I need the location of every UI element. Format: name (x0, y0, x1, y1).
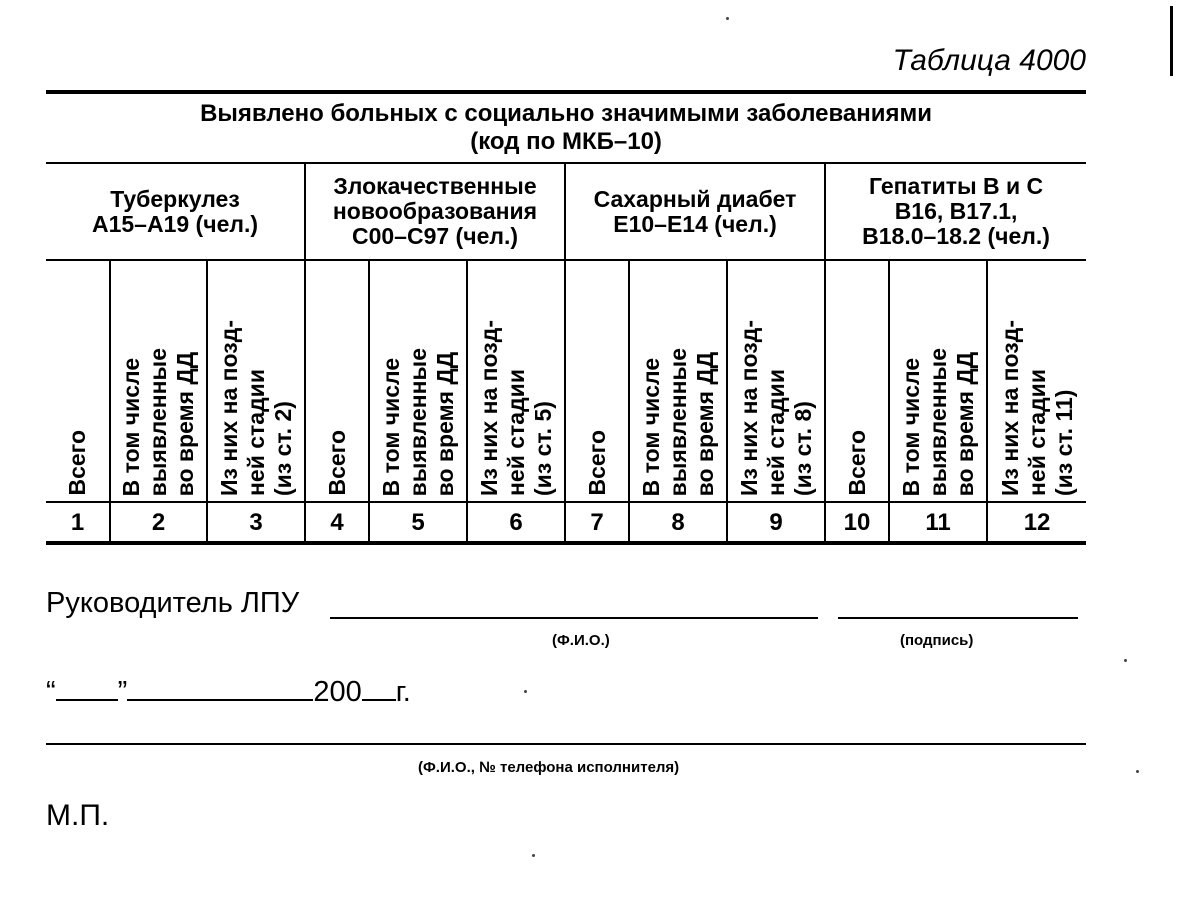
group-neoplasms (305, 163, 565, 260)
signature-caption: (подпись) (900, 632, 974, 649)
year-blank[interactable] (362, 677, 396, 701)
head-label: Руководитель ЛПУ (46, 587, 300, 619)
disease-report-table (46, 90, 1086, 545)
scan-speck (1124, 659, 1127, 662)
fio-caption: (Ф.И.О.) (552, 632, 610, 649)
column-number: 1 (46, 502, 110, 543)
date-suffix: г. (395, 676, 411, 708)
stamp-mark: М.П. (46, 799, 110, 832)
subcolumn-label: Всего (843, 430, 870, 496)
page-edge-mark (1170, 6, 1173, 76)
day-blank[interactable] (56, 677, 118, 701)
subcolumn-header (110, 260, 207, 502)
subcolumn-label: Всего (583, 430, 610, 496)
subcolumn-header (467, 260, 565, 502)
group-line: А15–А19 (чел.) (91, 210, 259, 237)
date-open-quote: “ (46, 676, 56, 708)
group-line: В16, В17.1, (894, 198, 1018, 224)
subcolumn-label: Из них на позд- ней стадии (из ст. 2) (215, 320, 296, 496)
column-number: 11 (889, 502, 987, 543)
group-line: Гепатиты В и С (868, 173, 1044, 199)
subcolumn-header (369, 260, 467, 502)
subcolumn-header (987, 260, 1086, 502)
date-row (46, 676, 411, 709)
subcolumn-label: Из них на позд- ней стадии (из ст. 5) (475, 320, 556, 496)
signature-blank[interactable] (838, 617, 1078, 619)
group-line: В18.0–18.2 (чел.) (862, 223, 1050, 249)
subcolumn-label: В том числе выявленные во время ДД (897, 347, 978, 496)
subcolumn-header (46, 260, 110, 502)
column-number: 8 (629, 502, 727, 543)
subcolumn-label: Из них на позд- ней стадии (из ст. 11) (996, 320, 1077, 496)
executor-caption: (Ф.И.О., № телефона исполнителя) (418, 759, 680, 776)
column-number: 3 (207, 502, 305, 543)
group-hepatitis (825, 163, 1086, 260)
group-line: новообразования (332, 198, 538, 224)
subcolumn-label: В том числе выявленные во время ДД (377, 347, 458, 496)
subcolumn-label: Всего (64, 430, 90, 496)
group-diabetes (565, 163, 825, 260)
column-number: 2 (110, 502, 207, 543)
group-line: С00–С97 (чел.) (351, 223, 519, 249)
table-title (46, 92, 1086, 163)
subcolumn-header (305, 260, 369, 502)
column-number: 10 (825, 502, 889, 543)
column-number: 5 (369, 502, 467, 543)
subcolumn-label: В том числе выявленные во время ДД (118, 347, 198, 496)
date-year: 200 (313, 676, 362, 708)
table-title-line1: Выявлено больных с социально значимыми заболеваниями (200, 100, 933, 127)
group-line: Е10–Е14 (чел.) (613, 210, 777, 237)
subcolumn-label: Из них на позд- ней стадии (из ст. 8) (735, 320, 816, 496)
scan-speck (532, 854, 535, 857)
column-number: 6 (467, 502, 565, 543)
group-line: Сахарный диабет (593, 185, 797, 212)
subcolumn-label: В том числе выявленные во время ДД (637, 347, 718, 496)
scan-speck (726, 17, 729, 20)
table-label: Таблица 4000 (892, 44, 1086, 77)
subcolumn-header (727, 260, 825, 502)
column-number: 4 (305, 502, 369, 543)
subcolumn-header (825, 260, 889, 502)
subcolumn-header (889, 260, 987, 502)
month-blank[interactable] (127, 677, 313, 701)
scan-speck (1136, 770, 1139, 773)
subcolumn-label: Всего (323, 430, 350, 496)
column-number: 12 (987, 502, 1086, 543)
group-line: Злокачественные (333, 173, 537, 199)
group-tuberculosis (46, 163, 305, 260)
column-number: 9 (727, 502, 825, 543)
table-title-line2: (код по МКБ–10) (470, 128, 662, 155)
date-close-quote: ” (117, 676, 128, 708)
fio-blank[interactable] (330, 617, 818, 619)
group-line: Туберкулез (110, 185, 240, 212)
column-number: 7 (565, 502, 629, 543)
subcolumn-header (565, 260, 629, 502)
subcolumn-header (629, 260, 727, 502)
executor-blank[interactable] (46, 743, 1086, 745)
scan-speck (524, 690, 527, 693)
subcolumn-header (207, 260, 305, 502)
